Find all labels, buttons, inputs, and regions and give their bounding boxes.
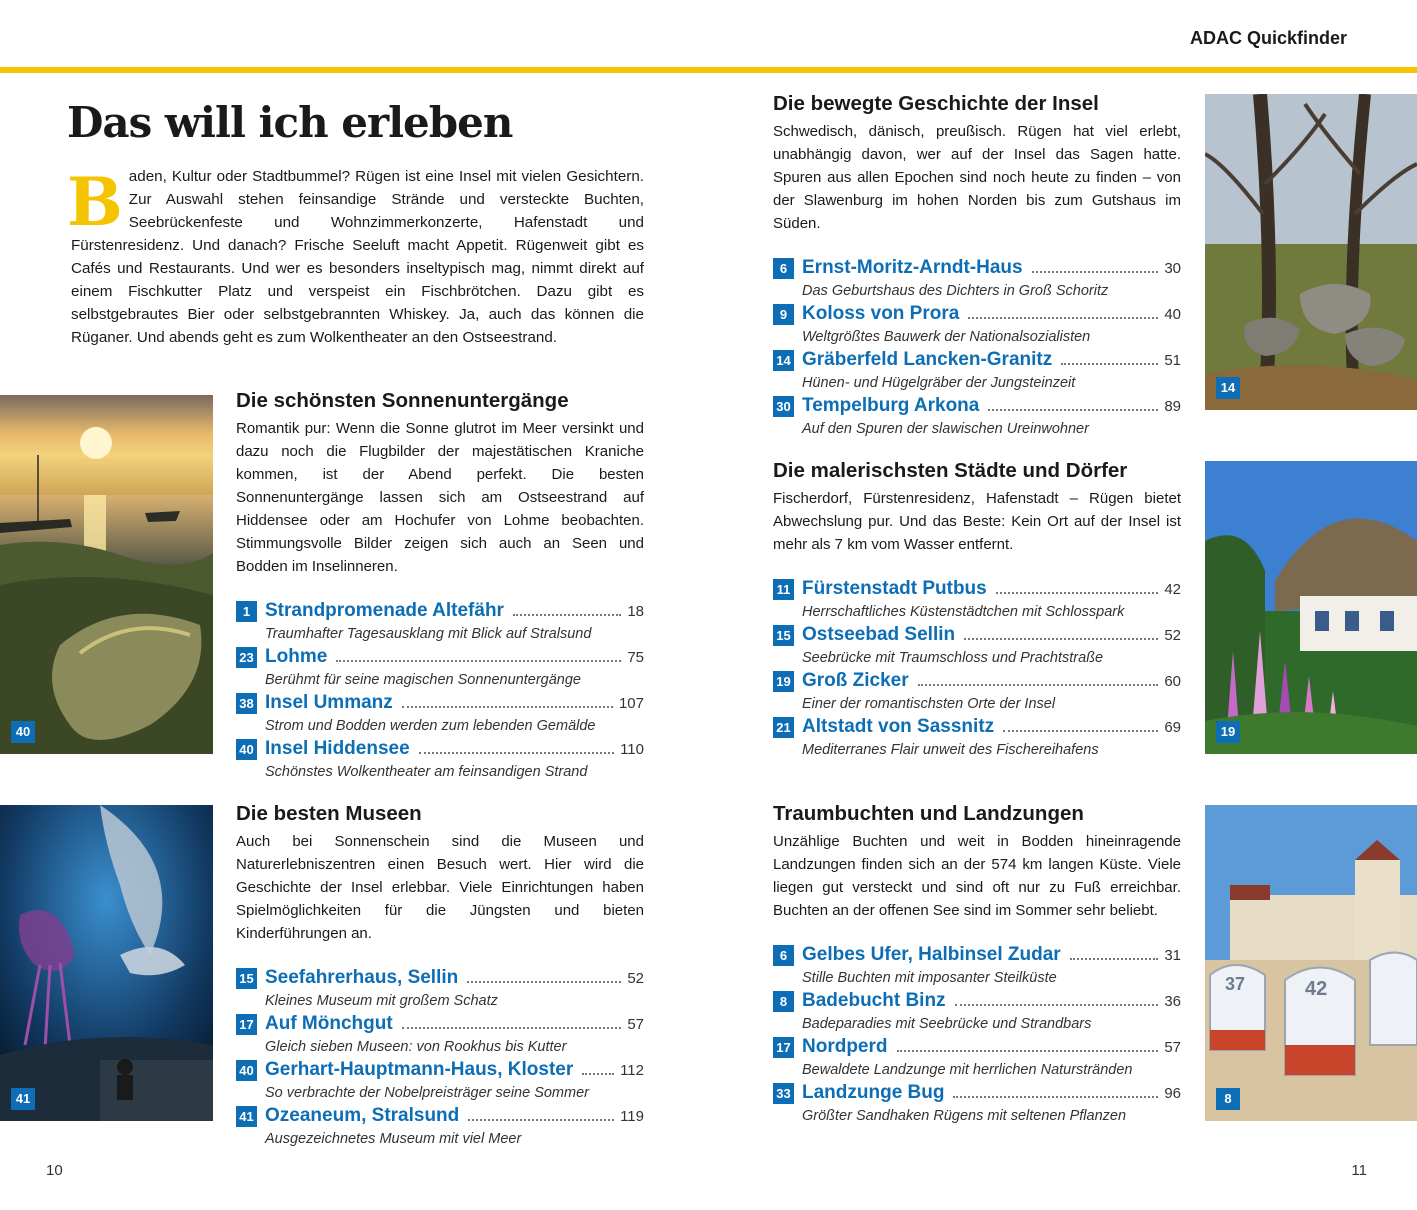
section-title: Traumbuchten und Landzungen: [773, 802, 1084, 825]
museum-photo: [0, 805, 213, 1121]
list-item[interactable]: [236, 1059, 644, 1105]
entry-subtitle: Seebrücke mit Traumschloss und Prachtstraße: [802, 650, 1104, 666]
section-sunsets: [236, 388, 644, 784]
entry-number-badge: 1: [236, 601, 257, 622]
entry-subtitle: Das Geburtshaus des Dichters in Groß Schoritz: [802, 283, 1109, 299]
photo-number-badge: 14: [1216, 377, 1240, 399]
section-bays: [773, 801, 1181, 1128]
entry-name[interactable]: Fürstenstadt Putbus: [802, 578, 987, 599]
entry-number-badge: 17: [773, 1037, 794, 1058]
entry-number-badge: 33: [773, 1083, 794, 1104]
entry-page: 75: [627, 649, 644, 666]
section-description: Schwedisch, dänisch, preußisch. Rügen hat viel erlebt, unabhängig davon, wer auf der Insel das Sagen hatte. Spuren aus allen Epochen sind noch heute zu finden – von der Slawenburg im hohen Norden bis zum Gutshaus im Süden.: [773, 123, 1181, 232]
yellow-header-rule: [0, 67, 1417, 73]
entry-name[interactable]: Gräberfeld Lancken-Granitz: [802, 349, 1053, 370]
dot-leader: [955, 1004, 1159, 1006]
section-towns: [773, 458, 1181, 762]
dot-leader: [996, 592, 1159, 594]
section-title: Die schönsten Sonnenuntergänge: [236, 389, 569, 412]
entry-page: 30: [1164, 260, 1181, 277]
intro-text: aden, Kultur oder Stadtbummel? Rügen ist eine Insel mit vielen Gesichtern. Zur Auswahl stehen feinsandige Strände und versteckte Buchten, Seebrückenfeste und Wohnzimmerkonzerte, Hafenstadt und Fürstenresidenz. Und danach? Frische Seeluft macht Appetit. Rügenweit gibt es Cafés und Restaurants. Und wer es besonders inseltypisch mag, nimmt direkt auf einem Fischkutter Platz und verspeist ein Fischbrötchen. Dazu gibt es selbstgebrautes Bier oder selbstgebrannten Whiskey. Ja, auch das können die Rüganer. Und abends geht es zum Wolkentheater an den Ostseestrand.: [71, 168, 644, 346]
entry-number-badge: 23: [236, 647, 257, 668]
entry-name[interactable]: Nordperd: [802, 1036, 888, 1057]
dot-leader: [402, 1027, 622, 1029]
intro-paragraph: [67, 163, 644, 349]
entry-page: 52: [627, 970, 644, 987]
entry-number-badge: 14: [773, 350, 794, 371]
entry-subtitle: Gleich sieben Museen: von Rookhus bis Kutter: [265, 1039, 567, 1055]
entry-name[interactable]: Groß Zicker: [802, 670, 909, 691]
list-item[interactable]: [773, 716, 1181, 762]
section-museums: [236, 801, 644, 1151]
dot-leader: [918, 684, 1159, 686]
entry-number-badge: 8: [773, 991, 794, 1012]
entry-name[interactable]: Gerhart-Hauptmann-Haus, Kloster: [265, 1059, 574, 1080]
sunset-photo: [0, 395, 213, 754]
entry-subtitle: Weltgrößtes Bauwerk der Nationalsozialisten: [802, 329, 1091, 345]
entry-page: 119: [620, 1108, 644, 1125]
entry-page: 107: [618, 695, 644, 712]
entry-name[interactable]: Lohme: [265, 646, 328, 667]
list-item[interactable]: [773, 624, 1181, 670]
dot-leader: [1003, 730, 1158, 732]
list-item[interactable]: [236, 738, 644, 784]
megalith-photo: [1205, 94, 1417, 410]
list-item[interactable]: [236, 967, 644, 1013]
dot-leader: [953, 1096, 1158, 1098]
cottage-lupines-photo: [1205, 461, 1417, 754]
entry-page: 112: [620, 1062, 644, 1079]
entry-subtitle: Größter Sandhaken Rügens mit seltenen Pflanzen: [802, 1108, 1127, 1124]
page-title: Das will ich erleben: [67, 98, 513, 147]
photo-number-badge: 19: [1216, 721, 1240, 743]
list-item[interactable]: [773, 1082, 1181, 1128]
photo-number-badge: 8: [1216, 1088, 1240, 1110]
quickfinder-header: ADAC Quickfinder: [1189, 28, 1347, 48]
entry-page: 60: [1164, 673, 1181, 690]
dot-leader: [582, 1073, 614, 1075]
list-item[interactable]: [236, 600, 644, 646]
beach-chairs-photo: [1205, 805, 1417, 1121]
entry-page: 51: [1164, 352, 1181, 369]
entry-page: 18: [627, 603, 644, 620]
entry-subtitle: Berühmt für seine magischen Sonnenuntergänge: [265, 672, 581, 688]
section-title: Die besten Museen: [236, 802, 422, 825]
dot-leader: [1032, 271, 1159, 273]
list-item[interactable]: [236, 646, 644, 692]
entry-name[interactable]: Tempelburg Arkona: [802, 395, 980, 416]
dot-leader: [402, 706, 613, 708]
entry-number-badge: 40: [236, 1060, 257, 1081]
entry-number-badge: 15: [773, 625, 794, 646]
entry-number-badge: 17: [236, 1014, 257, 1035]
entry-subtitle: Einer der romantischsten Orte der Insel: [802, 696, 1056, 712]
entry-subtitle: Herrschaftliches Küstenstädtchen mit Schlosspark: [802, 604, 1125, 620]
list-item[interactable]: [773, 670, 1181, 716]
entry-name[interactable]: Ernst-Moritz-Arndt-Haus: [802, 257, 1023, 278]
dot-leader: [336, 660, 621, 662]
entry-number-badge: 9: [773, 304, 794, 325]
entry-page: 57: [627, 1016, 644, 1033]
section-description: Auch bei Sonnenschein sind die Museen und Naturerlebniszentren einen Besuch wert. Hier wird die Geschichte der Insel erlebbar. Viele Einrichtungen haben Spielmöglichkeiten für die Jüngsten und bieten Kinderführungen an.: [236, 833, 644, 942]
section-description: Unzählige Buchten und weit in Bodden hineinragende Landzungen finden sich an der 574 km langen Küste. Viele liegen gut versteckt und sind oft nur zu Fuß erreichbar. Buchten an der offenen See sind im Sommer sehr beliebt.: [773, 833, 1181, 919]
list-item[interactable]: [773, 303, 1181, 349]
list-item[interactable]: [773, 1036, 1181, 1082]
entry-subtitle: Stille Buchten mit imposanter Steilküste: [802, 970, 1057, 986]
entry-subtitle: Auf den Spuren der slawischen Ureinwohner: [802, 421, 1089, 437]
section-title: Die bewegte Geschichte der Insel: [773, 92, 1099, 115]
entry-page: 52: [1164, 627, 1181, 644]
entry-page: 36: [1164, 993, 1181, 1010]
entry-number-badge: 15: [236, 968, 257, 989]
page-number-left: 10: [46, 1162, 63, 1179]
entry-name[interactable]: Badebucht Binz: [802, 990, 946, 1011]
dot-leader: [968, 317, 1158, 319]
entry-subtitle: Strom und Bodden werden zum lebenden Gemälde: [265, 718, 596, 734]
list-item[interactable]: [773, 257, 1181, 303]
entry-subtitle: Ausgezeichnetes Museum mit viel Meer: [265, 1131, 522, 1147]
list-item[interactable]: [773, 944, 1181, 990]
entry-number-badge: 6: [773, 258, 794, 279]
entry-name[interactable]: Gelbes Ufer, Halbinsel Zudar: [802, 944, 1061, 965]
list-item[interactable]: [236, 692, 644, 738]
dot-leader: [468, 1119, 614, 1121]
entry-name[interactable]: Ozeaneum, Stralsund: [265, 1105, 460, 1126]
dot-leader: [419, 752, 614, 754]
entry-page: 57: [1164, 1039, 1181, 1056]
list-item[interactable]: [236, 1013, 644, 1059]
entry-number-badge: 40: [236, 739, 257, 760]
entry-name[interactable]: Altstadt von Sassnitz: [802, 716, 995, 737]
chair-number-label: 37: [1225, 974, 1246, 994]
dropcap-letter: B: [67, 163, 123, 241]
dot-leader: [964, 638, 1158, 640]
section-history: [773, 91, 1181, 441]
dot-leader: [513, 614, 621, 616]
entry-name[interactable]: Koloss von Prora: [802, 303, 960, 324]
entry-subtitle: Badeparadies mit Seebrücke und Strandbars: [802, 1016, 1092, 1032]
entry-page: 42: [1164, 581, 1181, 598]
entry-subtitle: Traumhafter Tagesausklang mit Blick auf Stralsund: [265, 626, 592, 642]
entry-number-badge: 41: [236, 1106, 257, 1127]
entry-page: 69: [1164, 719, 1181, 736]
list-item[interactable]: [773, 395, 1181, 441]
dot-leader: [988, 409, 1158, 411]
entry-number-badge: 38: [236, 693, 257, 714]
page-number-right: 11: [1351, 1162, 1367, 1179]
entry-page: 110: [620, 741, 644, 758]
entry-subtitle: Schönstes Wolkentheater am feinsandigen Strand: [265, 764, 588, 780]
dot-leader: [1070, 958, 1159, 960]
entry-name[interactable]: Strandpromenade Altefähr: [265, 600, 504, 621]
list-item[interactable]: [236, 1105, 644, 1151]
section-title: Die malerischsten Städte und Dörfer: [773, 459, 1128, 482]
entry-name[interactable]: Seefahrerhaus, Sellin: [265, 967, 459, 988]
entry-page: 96: [1164, 1085, 1181, 1102]
entry-subtitle: So verbrachte der Nobelpreisträger seine Sommer: [265, 1085, 589, 1101]
entry-subtitle: Hünen- und Hügelgräber der Jungsteinzeit: [802, 375, 1076, 391]
entry-subtitle: Kleines Museum mit großem Schatz: [265, 993, 498, 1009]
entry-number-badge: 30: [773, 396, 794, 417]
entry-page: 40: [1164, 306, 1181, 323]
entry-name[interactable]: Auf Mönchgut: [265, 1013, 393, 1034]
entry-name[interactable]: Insel Ummanz: [265, 692, 393, 713]
section-description: Romantik pur: Wenn die Sonne glutrot im Meer versinkt und dazu noch die Flugbilder der majestätischen Kraniche kommen, ist der Abend perfekt. Die besten Sonnenuntergänge lassen sich am Ostseestrand auf Hiddensee oder am Hochufer von Lohme beobachten. Stimmungsvolle Bilder zeigen sich auch an Seen und Bodden im Inselinneren.: [236, 420, 644, 575]
dot-leader: [467, 981, 621, 983]
list-item[interactable]: [773, 578, 1181, 624]
entry-name[interactable]: Insel Hiddensee: [265, 738, 410, 759]
dot-leader: [1061, 363, 1158, 365]
entry-page: 89: [1164, 398, 1181, 415]
photo-number-badge: 41: [11, 1088, 35, 1110]
entry-number-badge: 21: [773, 717, 794, 738]
list-item[interactable]: [773, 990, 1181, 1036]
entry-number-badge: 6: [773, 945, 794, 966]
list-item[interactable]: [773, 349, 1181, 395]
entry-subtitle: Mediterranes Flair unweit des Fischereihafens: [802, 742, 1099, 758]
entry-number-badge: 19: [773, 671, 794, 692]
entry-name[interactable]: Landzunge Bug: [802, 1082, 945, 1103]
entry-number-badge: 11: [773, 579, 794, 600]
section-description: Fischerdorf, Fürstenresidenz, Hafenstadt – Rügen bietet Abwechslung pur. Und das Beste: Kein Ort auf der Insel ist mehr als 7 km vom Wasser entfernt.: [773, 490, 1181, 553]
photo-number-badge: 40: [11, 721, 35, 743]
entry-subtitle: Bewaldete Landzunge mit herrlichen Naturstränden: [802, 1062, 1133, 1078]
chair-number-label: 42: [1305, 978, 1328, 1000]
dot-leader: [897, 1050, 1159, 1052]
entry-page: 31: [1164, 947, 1181, 964]
entry-name[interactable]: Ostseebad Sellin: [802, 624, 956, 645]
